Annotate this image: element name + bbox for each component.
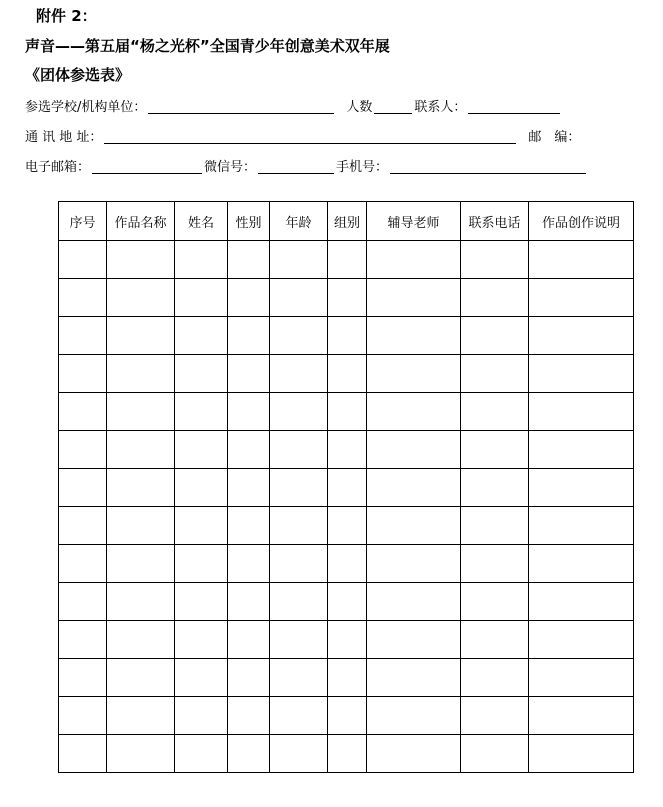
table-cell[interactable] <box>367 469 461 507</box>
column-header: 组别 <box>328 202 367 241</box>
table-cell[interactable] <box>461 469 529 507</box>
table-cell[interactable] <box>107 507 175 545</box>
table-row <box>59 393 634 431</box>
entry-table <box>58 201 634 773</box>
table-row <box>59 507 634 545</box>
wechat-label: 微信号： <box>204 160 257 175</box>
table-cell[interactable] <box>270 659 328 697</box>
table-cell[interactable] <box>367 545 461 583</box>
table-cell[interactable] <box>529 317 634 355</box>
column-header: 姓名 <box>175 202 228 241</box>
table-cell[interactable] <box>228 431 270 469</box>
table-cell[interactable] <box>367 697 461 735</box>
table-cell[interactable] <box>107 469 175 507</box>
column-header: 性别 <box>228 202 270 241</box>
table-cell[interactable] <box>228 355 270 393</box>
address-row <box>25 131 580 144</box>
table-cell[interactable] <box>107 583 175 621</box>
table-cell[interactable] <box>529 279 634 317</box>
table-cell[interactable] <box>461 621 529 659</box>
table-cell[interactable] <box>175 583 228 621</box>
table-cell[interactable] <box>461 697 529 735</box>
table-cell[interactable] <box>270 469 328 507</box>
table-cell[interactable] <box>529 659 634 697</box>
table-cell[interactable] <box>270 431 328 469</box>
table-row <box>59 317 634 355</box>
table-cell[interactable] <box>59 431 107 469</box>
email-field[interactable] <box>92 161 202 174</box>
table-cell[interactable] <box>59 583 107 621</box>
document-title: 声音——第五届“杨之光杯”全国青少年创意美术双年展 <box>25 37 390 55</box>
table-cell[interactable] <box>461 431 529 469</box>
table-cell[interactable] <box>59 469 107 507</box>
column-header: 作品名称 <box>107 202 175 241</box>
table-cell[interactable] <box>175 279 228 317</box>
table-cell[interactable] <box>270 317 328 355</box>
phone-label: 手机号： <box>336 160 389 175</box>
table-cell[interactable] <box>461 507 529 545</box>
table-cell[interactable] <box>59 241 107 279</box>
school-label: 参选学校/机构单位： <box>25 100 147 115</box>
table-cell[interactable] <box>270 735 328 773</box>
table-cell[interactable] <box>175 431 228 469</box>
table-cell[interactable] <box>529 431 634 469</box>
table-cell[interactable] <box>529 545 634 583</box>
table-cell[interactable] <box>228 317 270 355</box>
column-header: 作品创作说明 <box>529 202 634 241</box>
table-cell[interactable] <box>529 393 634 431</box>
table-cell[interactable] <box>367 279 461 317</box>
table-row <box>59 469 634 507</box>
table-cell[interactable] <box>228 469 270 507</box>
table-cell[interactable] <box>107 279 175 317</box>
column-header: 辅导老师 <box>367 202 461 241</box>
postcode-label: 邮 编： <box>528 130 581 145</box>
table-body <box>59 241 634 773</box>
table-cell[interactable] <box>529 469 634 507</box>
table-cell[interactable] <box>59 355 107 393</box>
table-cell[interactable] <box>461 659 529 697</box>
table-cell[interactable] <box>461 317 529 355</box>
table-cell[interactable] <box>270 583 328 621</box>
table-cell[interactable] <box>367 583 461 621</box>
table-cell[interactable] <box>328 393 367 431</box>
table-cell[interactable] <box>59 735 107 773</box>
table-cell[interactable] <box>367 317 461 355</box>
table-cell[interactable] <box>175 697 228 735</box>
table-cell[interactable] <box>228 279 270 317</box>
table-header-row <box>59 202 634 241</box>
table-cell[interactable] <box>328 735 367 773</box>
table-cell[interactable] <box>367 621 461 659</box>
table-cell[interactable] <box>175 469 228 507</box>
table-cell[interactable] <box>175 507 228 545</box>
table-cell[interactable] <box>270 507 328 545</box>
attachment-label: 附件 2： <box>36 7 97 25</box>
table-cell[interactable] <box>461 355 529 393</box>
address-field[interactable] <box>104 131 516 144</box>
contact-row <box>25 161 588 174</box>
table-cell[interactable] <box>529 355 634 393</box>
table-cell[interactable] <box>328 279 367 317</box>
table-cell[interactable] <box>228 735 270 773</box>
table-cell[interactable] <box>175 545 228 583</box>
table-cell[interactable] <box>228 545 270 583</box>
address-label: 通 讯 地 址： <box>25 130 103 145</box>
table-cell[interactable] <box>107 431 175 469</box>
table-cell[interactable] <box>270 621 328 659</box>
table-cell[interactable] <box>107 545 175 583</box>
table-cell[interactable] <box>529 735 634 773</box>
table-cell[interactable] <box>107 659 175 697</box>
table-row <box>59 431 634 469</box>
table-cell[interactable] <box>59 659 107 697</box>
column-header: 序号 <box>59 202 107 241</box>
table-cell[interactable] <box>529 507 634 545</box>
table-cell[interactable] <box>175 735 228 773</box>
table-cell[interactable] <box>228 241 270 279</box>
table-row <box>59 697 634 735</box>
email-label: 电子邮箱： <box>25 160 91 175</box>
table-cell[interactable] <box>461 583 529 621</box>
table-cell[interactable] <box>175 659 228 697</box>
table-cell[interactable] <box>328 317 367 355</box>
table-cell[interactable] <box>175 317 228 355</box>
table-cell[interactable] <box>367 659 461 697</box>
school-field[interactable] <box>148 101 334 114</box>
table-row <box>59 545 634 583</box>
table-cell[interactable] <box>228 583 270 621</box>
table-cell[interactable] <box>59 545 107 583</box>
table-cell[interactable] <box>175 621 228 659</box>
table-cell[interactable] <box>367 735 461 773</box>
table-cell[interactable] <box>270 279 328 317</box>
table-cell[interactable] <box>328 507 367 545</box>
table-cell[interactable] <box>228 393 270 431</box>
table-cell[interactable] <box>107 355 175 393</box>
table-cell[interactable] <box>328 697 367 735</box>
table-cell[interactable] <box>328 545 367 583</box>
table-cell[interactable] <box>328 241 367 279</box>
table-cell[interactable] <box>328 355 367 393</box>
table-cell[interactable] <box>461 393 529 431</box>
table-cell[interactable] <box>461 279 529 317</box>
column-header: 联系电话 <box>461 202 529 241</box>
table-cell[interactable] <box>328 583 367 621</box>
table-cell[interactable] <box>59 507 107 545</box>
table-cell[interactable] <box>461 545 529 583</box>
count-label: 人数 <box>346 100 373 115</box>
table-cell[interactable] <box>228 621 270 659</box>
table-cell[interactable] <box>59 697 107 735</box>
table-cell[interactable] <box>107 697 175 735</box>
contact-label: 联系人： <box>414 100 467 115</box>
contact-field[interactable] <box>468 101 560 114</box>
table-cell[interactable] <box>529 583 634 621</box>
table-cell[interactable] <box>529 241 634 279</box>
table-cell[interactable] <box>107 735 175 773</box>
table-cell[interactable] <box>175 355 228 393</box>
table-cell[interactable] <box>529 621 634 659</box>
wechat-field[interactable] <box>258 161 334 174</box>
table-cell[interactable] <box>270 355 328 393</box>
table-cell[interactable] <box>461 735 529 773</box>
table-cell[interactable] <box>328 431 367 469</box>
table-cell[interactable] <box>367 393 461 431</box>
table-cell[interactable] <box>367 355 461 393</box>
table-row <box>59 735 634 773</box>
table-row <box>59 279 634 317</box>
table-cell[interactable] <box>175 241 228 279</box>
table-cell[interactable] <box>107 621 175 659</box>
table-cell[interactable] <box>59 317 107 355</box>
table-row <box>59 583 634 621</box>
table-row <box>59 355 634 393</box>
table-cell[interactable] <box>328 659 367 697</box>
table-cell[interactable] <box>270 393 328 431</box>
table-cell[interactable] <box>328 469 367 507</box>
count-field[interactable] <box>374 101 412 114</box>
table-cell[interactable] <box>59 621 107 659</box>
table-cell[interactable] <box>228 659 270 697</box>
table-cell[interactable] <box>59 279 107 317</box>
form-subtitle: 《团体参选表》 <box>25 66 131 84</box>
school-row <box>25 101 562 114</box>
table-cell[interactable] <box>367 241 461 279</box>
table-cell[interactable] <box>328 621 367 659</box>
table-cell[interactable] <box>270 241 328 279</box>
table-cell[interactable] <box>270 545 328 583</box>
table-row <box>59 621 634 659</box>
table-row <box>59 659 634 697</box>
table-cell[interactable] <box>367 507 461 545</box>
table-cell[interactable] <box>228 507 270 545</box>
table-cell[interactable] <box>228 697 270 735</box>
table-cell[interactable] <box>367 431 461 469</box>
table-cell[interactable] <box>107 393 175 431</box>
table-cell[interactable] <box>270 697 328 735</box>
table-cell[interactable] <box>175 393 228 431</box>
column-header: 年龄 <box>270 202 328 241</box>
table-cell[interactable] <box>107 317 175 355</box>
table-cell[interactable] <box>59 393 107 431</box>
table-cell[interactable] <box>529 697 634 735</box>
table-cell[interactable] <box>461 241 529 279</box>
table-row <box>59 241 634 279</box>
phone-field[interactable] <box>390 161 586 174</box>
table-cell[interactable] <box>107 241 175 279</box>
